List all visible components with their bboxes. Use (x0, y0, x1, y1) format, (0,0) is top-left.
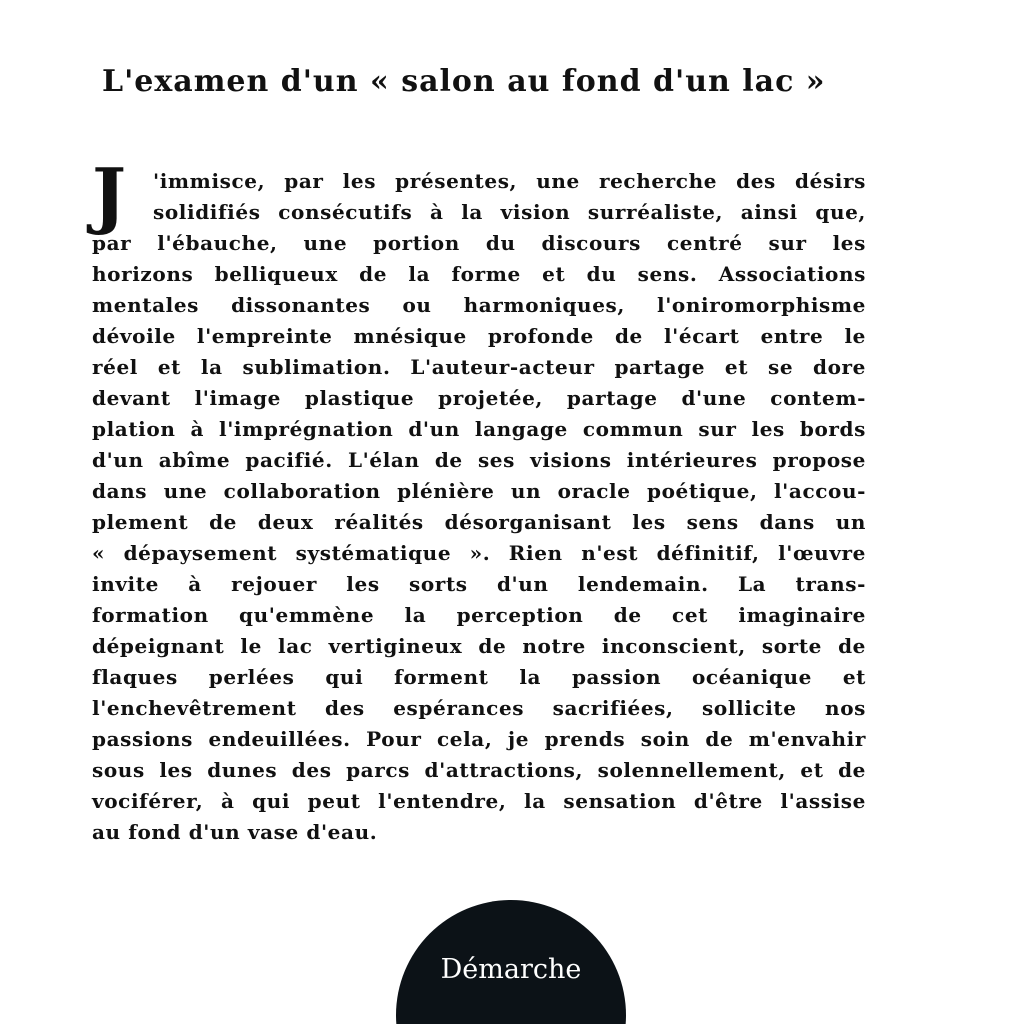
body-line: par l'ébauche, une portion du discours centré sur les (92, 231, 866, 255)
section-badge-label: Démarche (440, 954, 582, 985)
body-line: dépeignant le lac vertigineux de notre inconscient, sorte de (92, 634, 866, 658)
body-line: passions endeuillées. Pour cela, je prends soin de m'envahir (92, 727, 866, 751)
body-line: « dépaysement systématique ». Rien n'est définitif, l'œuvre (92, 541, 866, 565)
body-line: dévoile l'empreinte mnésique profonde de l'écart entre le (92, 324, 866, 348)
body-line: d'un abîme pacifié. L'élan de ses visions intérieures propose (92, 448, 866, 472)
body-line: formation qu'emmène la perception de cet imaginaire (92, 603, 866, 627)
body-line: 'immisce, par les présentes, une recherche des désirs (153, 169, 866, 193)
body-line: horizons belliqueux de la forme et du sens. Associations (92, 262, 866, 286)
page-title: L'examen d'un « salon au fond d'un lac » (102, 64, 826, 99)
body-line: sous les dunes des parcs d'attractions, solennellement, et de (92, 758, 866, 782)
body-line: l'enchevêtrement des espérances sacrifiées, sollicite nos (92, 696, 866, 720)
body-line: devant l'image plastique projetée, partage d'une contem- (92, 386, 866, 410)
body-line: plation à l'imprégnation d'un langage commun sur les bords (92, 417, 866, 441)
body-line: flaques perlées qui forment la passion océanique et (92, 665, 866, 689)
drop-cap: J (92, 152, 127, 237)
body-line: vociférer, à qui peut l'entendre, la sensation d'être l'assise (92, 789, 866, 813)
body-line: solidifiés consécutifs à la vision surréaliste, ainsi que, (153, 200, 866, 224)
body-line: mentales dissonantes ou harmoniques, l'oniromorphisme (92, 293, 866, 317)
body-line: au fond d'un vase d'eau. (92, 820, 378, 844)
body-line: dans une collaboration plénière un oracle poétique, l'accou- (92, 479, 866, 503)
body-line: réel et la sublimation. L'auteur-acteur partage et se dore (92, 355, 866, 379)
body-line: plement de deux réalités désorganisant les sens dans un (92, 510, 866, 534)
body-line: invite à rejouer les sorts d'un lendemain. La trans- (92, 572, 866, 596)
